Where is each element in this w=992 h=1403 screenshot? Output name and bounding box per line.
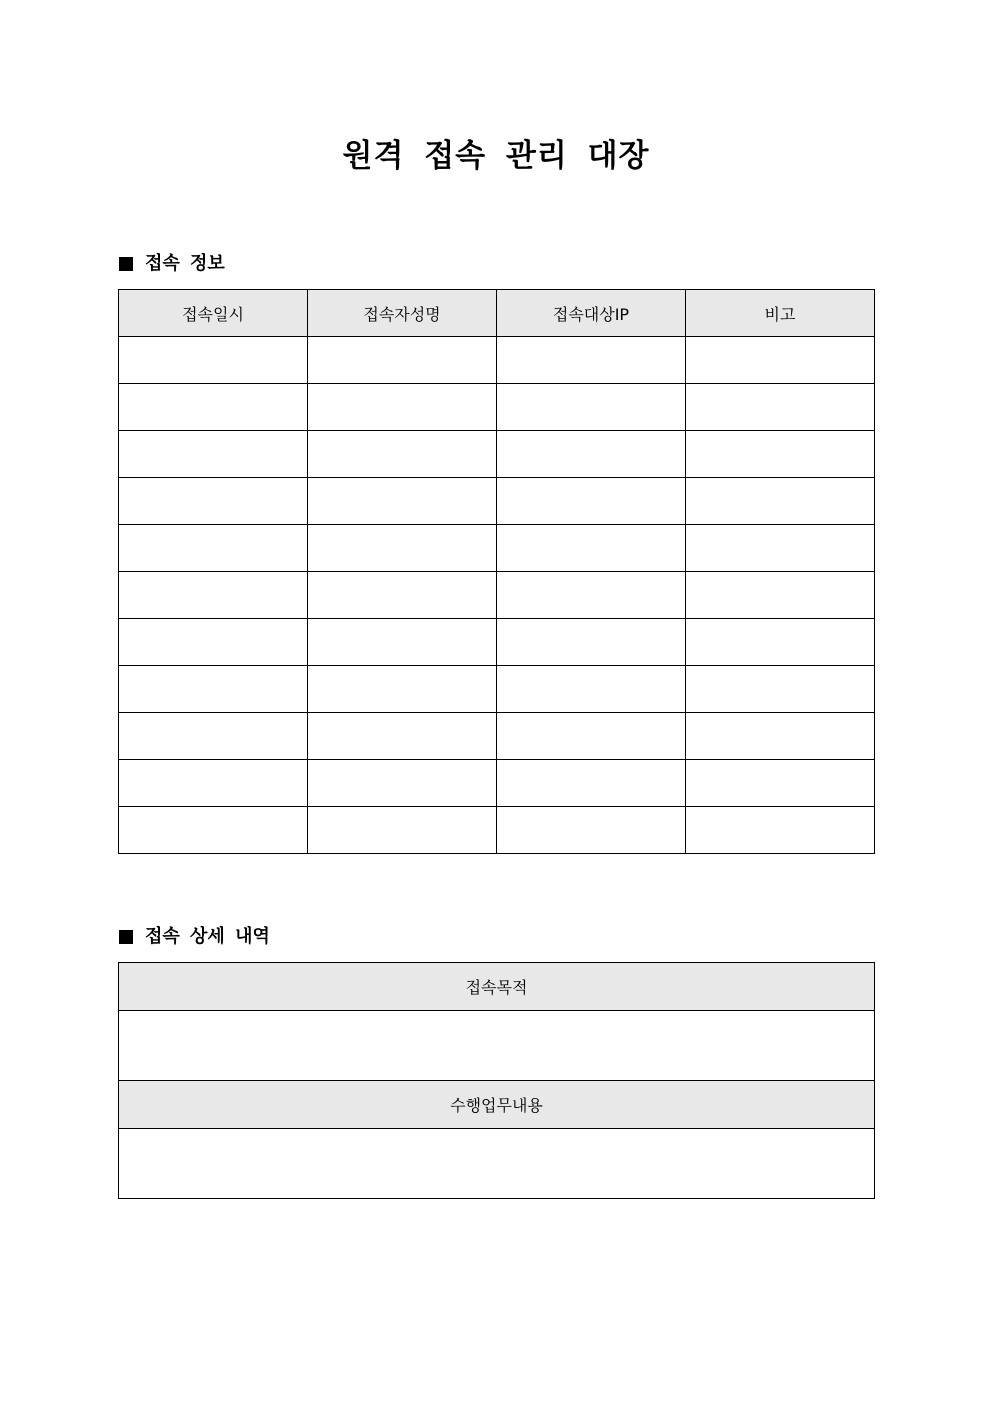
datetime-cell[interactable] (119, 478, 308, 525)
target-ip-cell[interactable] (497, 666, 686, 713)
purpose-field[interactable] (119, 1011, 875, 1081)
target-ip-cell[interactable] (497, 478, 686, 525)
user-name-cell[interactable] (308, 666, 497, 713)
user-name-cell[interactable] (308, 337, 497, 384)
page-title: 원격 접속 관리 대장 (342, 138, 650, 174)
target-ip-cell[interactable] (497, 384, 686, 431)
section-heading-label: 접속 정보 (145, 253, 225, 274)
remarks-cell[interactable] (686, 337, 875, 384)
target-ip-cell[interactable] (497, 525, 686, 572)
work-content-label: 수행업무내용 (119, 1081, 875, 1129)
square-bullet-icon (119, 930, 133, 944)
table-row (119, 760, 875, 807)
target-ip-cell[interactable] (497, 431, 686, 478)
target-ip-cell[interactable] (497, 619, 686, 666)
table-row (119, 384, 875, 431)
column-header-target-ip: 접속대상IP (497, 290, 686, 337)
column-header-remarks: 비고 (686, 290, 875, 337)
remarks-cell[interactable] (686, 666, 875, 713)
user-name-cell[interactable] (308, 431, 497, 478)
table-row (119, 478, 875, 525)
user-name-cell[interactable] (308, 384, 497, 431)
table-row (119, 807, 875, 854)
user-name-cell[interactable] (308, 572, 497, 619)
target-ip-cell[interactable] (497, 807, 686, 854)
table-row (119, 431, 875, 478)
user-name-cell[interactable] (308, 525, 497, 572)
user-name-cell[interactable] (308, 807, 497, 854)
column-header-datetime: 접속일시 (119, 290, 308, 337)
target-ip-cell[interactable] (497, 337, 686, 384)
datetime-cell[interactable] (119, 619, 308, 666)
section-heading-detail (119, 925, 270, 949)
square-bullet-icon (119, 257, 133, 271)
table-header-row (119, 1081, 875, 1129)
user-name-cell[interactable] (308, 478, 497, 525)
section-heading-label: 접속 상세 내역 (145, 926, 270, 947)
remarks-cell[interactable] (686, 619, 875, 666)
table-header-row (119, 963, 875, 1011)
datetime-cell[interactable] (119, 713, 308, 760)
remarks-cell[interactable] (686, 807, 875, 854)
remarks-cell[interactable] (686, 478, 875, 525)
table-row (119, 713, 875, 760)
target-ip-cell[interactable] (497, 713, 686, 760)
datetime-cell[interactable] (119, 666, 308, 713)
target-ip-cell[interactable] (497, 572, 686, 619)
datetime-cell[interactable] (119, 431, 308, 478)
datetime-cell[interactable] (119, 384, 308, 431)
table-row (119, 572, 875, 619)
work-content-field[interactable] (119, 1129, 875, 1199)
remarks-cell[interactable] (686, 431, 875, 478)
section-heading-info (119, 252, 225, 276)
column-header-user-name: 접속자성명 (308, 290, 497, 337)
access-info-table (118, 289, 875, 854)
user-name-cell[interactable] (308, 760, 497, 807)
target-ip-cell[interactable] (497, 760, 686, 807)
table-row (119, 1011, 875, 1081)
table-row (119, 525, 875, 572)
remarks-cell[interactable] (686, 525, 875, 572)
datetime-cell[interactable] (119, 525, 308, 572)
table-row (119, 666, 875, 713)
table-row (119, 619, 875, 666)
access-detail-table (118, 962, 875, 1199)
datetime-cell[interactable] (119, 807, 308, 854)
remarks-cell[interactable] (686, 384, 875, 431)
remarks-cell[interactable] (686, 713, 875, 760)
datetime-cell[interactable] (119, 760, 308, 807)
table-row (119, 337, 875, 384)
user-name-cell[interactable] (308, 713, 497, 760)
remarks-cell[interactable] (686, 572, 875, 619)
datetime-cell[interactable] (119, 337, 308, 384)
table-row (119, 1129, 875, 1199)
datetime-cell[interactable] (119, 572, 308, 619)
remarks-cell[interactable] (686, 760, 875, 807)
user-name-cell[interactable] (308, 619, 497, 666)
table-header-row (119, 290, 875, 337)
purpose-label: 접속목적 (119, 963, 875, 1011)
